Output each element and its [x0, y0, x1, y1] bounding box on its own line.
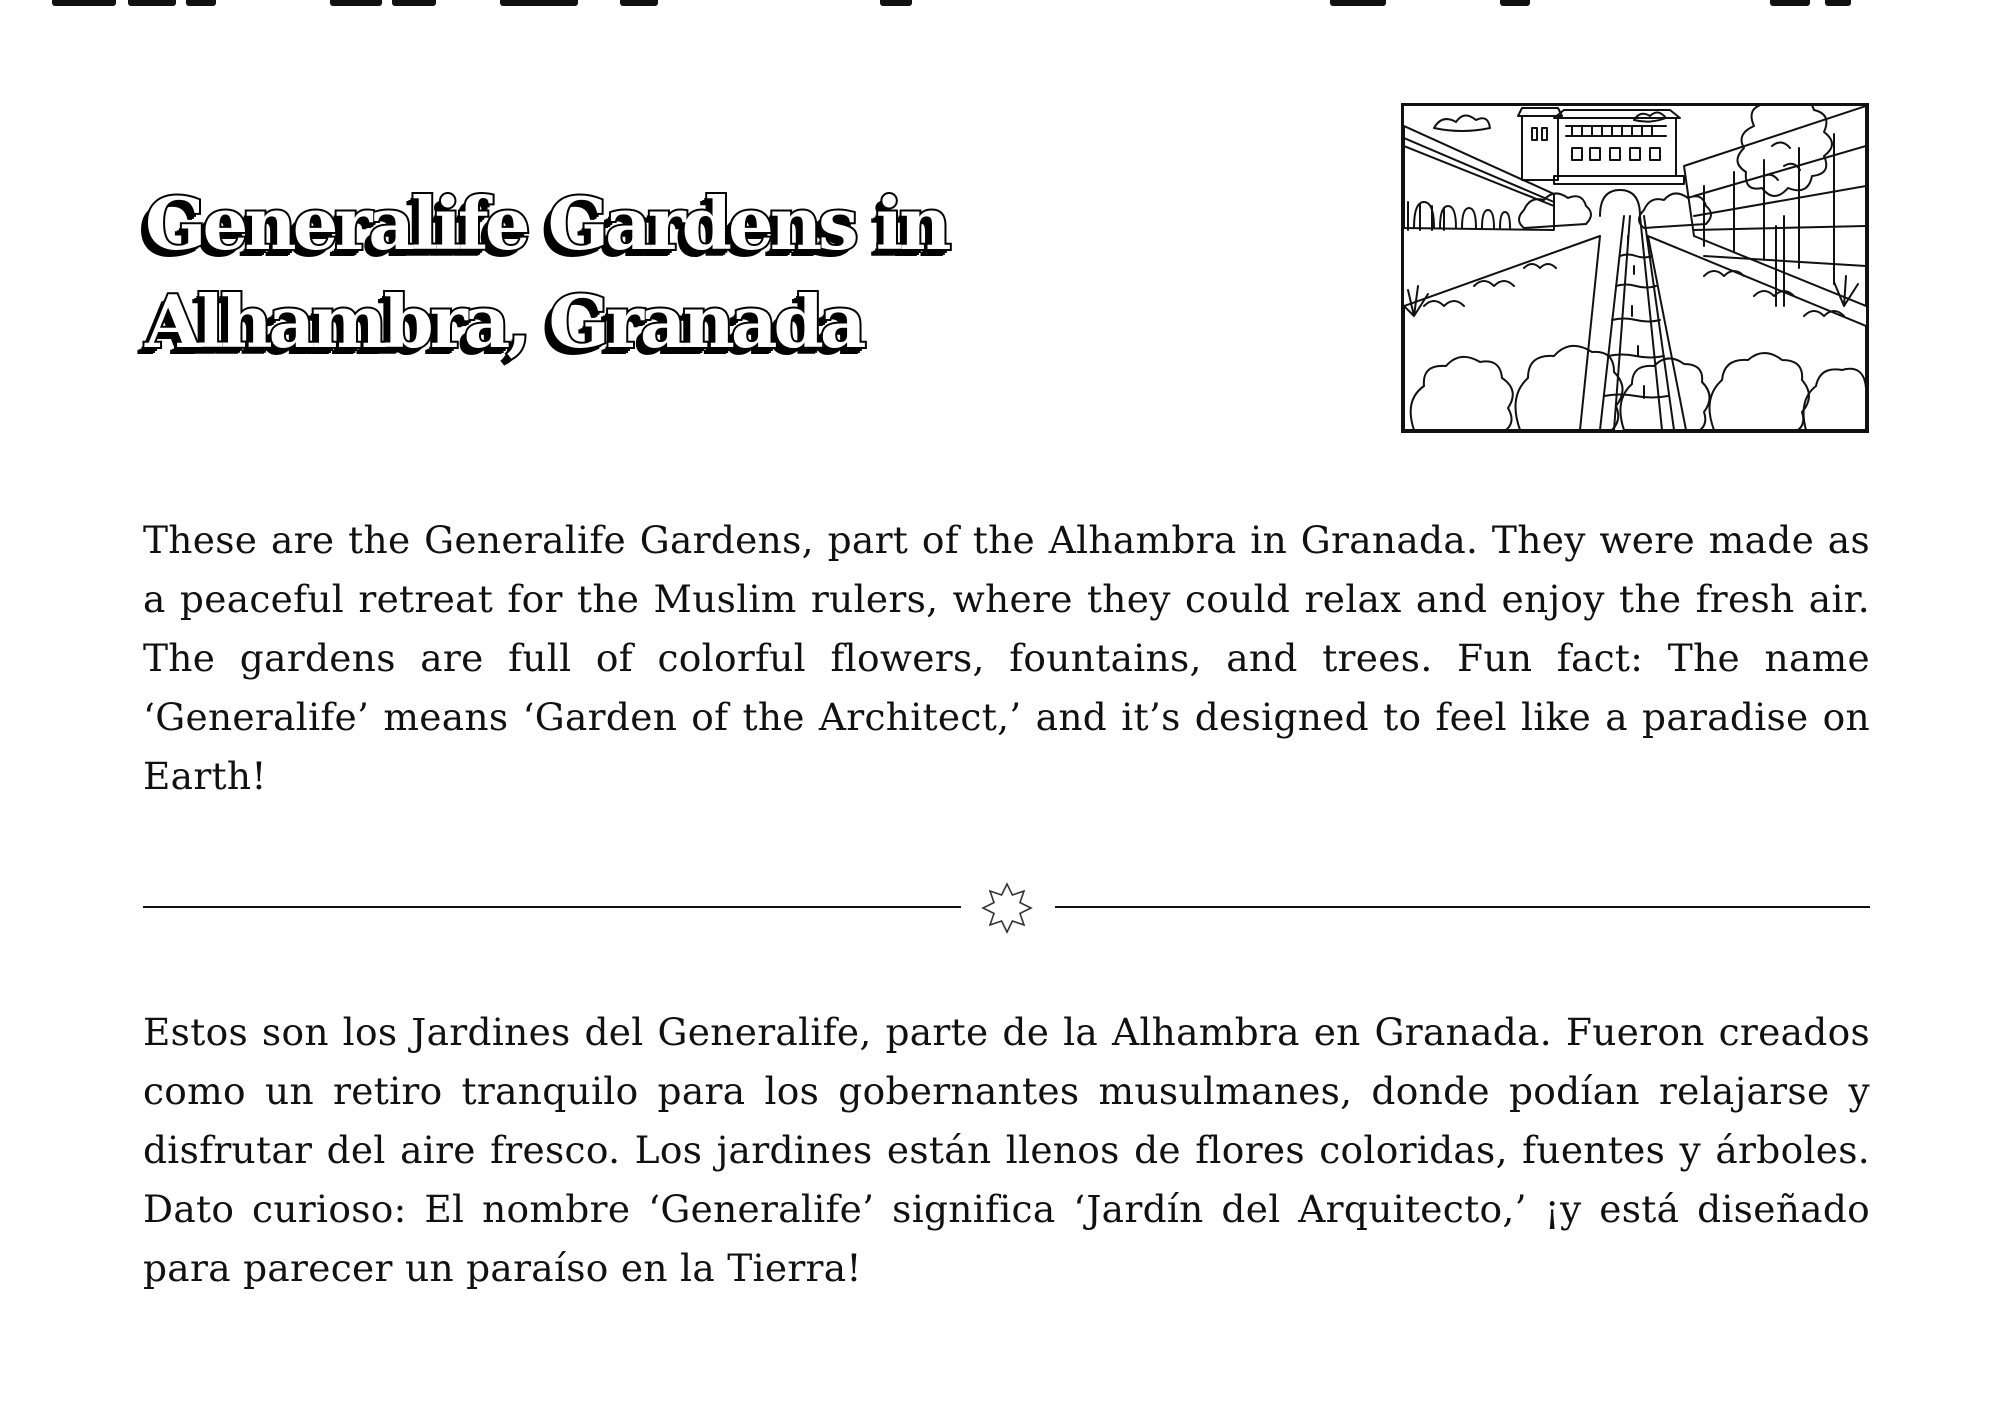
eight-point-star-icon	[981, 882, 1033, 934]
divider-line-right	[1055, 906, 1870, 908]
description-spanish: Estos son los Jardines del Generalife, parte de la Alhambra en Granada. Fueron creados como un retiro tranquilo para los gobernantes musulmanes, donde podían relajarse y disfrutar del aire fresco. Los jardines están llenos de flores coloridas, fuentes y árboles. Dato curioso: El nombre ‘Generalife’ significa ‘Jardín del Arquitecto,’ ¡y está diseñado para parecer un paraíso en la Tierra!	[143, 1010, 1870, 1290]
top-decorative-border	[0, 0, 2000, 10]
divider-line-left	[143, 906, 961, 908]
page-title	[145, 175, 1045, 371]
page-title-line-1: Generalife Gardens in	[145, 181, 948, 266]
description-english: These are the Generalife Gardens, part of the Alhambra in Granada. They were made as a peaceful retreat for the Muslim rulers, where they could relax and enjoy the fresh air. The gardens are full of colorful flowers, fountains, and trees. Fun fact: The name ‘Generalife’ means ‘Garden of the Architect,’ and it’s designed to feel like a paradise on Earth!	[143, 518, 1870, 798]
page-title-line-2: Alhambra, Granada	[145, 279, 863, 364]
generalife-gardens-illustration	[1401, 103, 1869, 433]
